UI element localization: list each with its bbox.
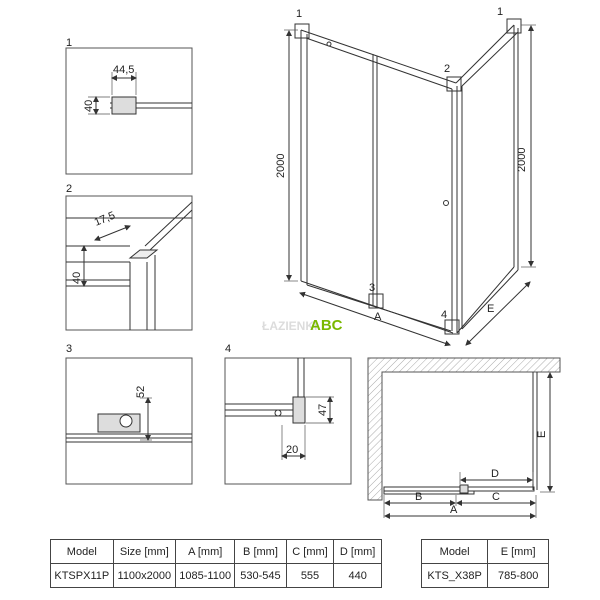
callout-4: 4 (441, 309, 448, 321)
callout-2: 2 (444, 63, 451, 75)
table-header-cell: E [mm] (488, 540, 549, 564)
table-cell: 530-545 (235, 564, 286, 588)
table-header-cell: Size [mm] (113, 540, 176, 564)
table-cell: 555 (286, 564, 334, 588)
table-cell: KTSPX11P (51, 564, 114, 588)
door-handle (444, 201, 449, 206)
detail-4-width: 20 (286, 444, 299, 456)
detail-2-height: 40 (71, 271, 83, 284)
table-cell: KTS_X38P (422, 564, 488, 588)
spec-table-2 (421, 539, 549, 588)
table-row (422, 564, 549, 588)
detail-3-label: 3 (66, 343, 73, 355)
detail-4 (225, 343, 351, 484)
table-header-cell: Model (51, 540, 114, 564)
table-header-cell: C [mm] (286, 540, 334, 564)
table-row (422, 540, 549, 564)
detail-2-width: 17,5 (92, 209, 117, 229)
spec-table-1 (50, 539, 382, 588)
detail-1-height: 40 (83, 99, 95, 112)
table-cell: 1100x2000 (113, 564, 176, 588)
plan-wall-hatch (368, 358, 560, 500)
plan-dim-a: A (450, 504, 458, 516)
detail-3-height: 52 (135, 385, 147, 398)
watermark-brand-light: ŁAZIENKI (262, 319, 318, 333)
detail-2-corner-cap (130, 250, 157, 258)
height-left: 2000 (275, 153, 287, 178)
table-cell: 440 (334, 564, 382, 588)
table-header-cell: Model (422, 540, 488, 564)
dim-e-label: E (487, 303, 495, 315)
table-cell: 785-800 (488, 564, 549, 588)
detail-4-height: 47 (317, 403, 329, 416)
watermark-brand-accent: ABC (310, 317, 343, 334)
detail-4-frame (225, 358, 351, 484)
detail-3 (66, 343, 192, 484)
detail-2 (66, 183, 192, 330)
detail-1-width: 44,5 (113, 64, 135, 76)
plan-dim-e: E (536, 430, 548, 438)
detail-3-roller (98, 414, 140, 432)
detail-2-frame (66, 196, 192, 330)
callout-3: 3 (369, 282, 376, 294)
detail-1 (66, 37, 192, 174)
main-isometric-view (275, 6, 536, 345)
detail-2-width-line (95, 226, 130, 240)
detail-4-bracket (293, 397, 305, 423)
plan-dim-d: D (491, 468, 499, 480)
table-header-cell: D [mm] (334, 540, 382, 564)
table-header-cell: B [mm] (235, 540, 286, 564)
plan-view (368, 358, 560, 518)
table-row (51, 564, 382, 588)
callout-1-left: 1 (296, 8, 303, 20)
table-cell: 1085-1100 (176, 564, 235, 588)
dim-a-label: A (374, 311, 382, 323)
watermark-logo (262, 317, 343, 334)
detail-1-clamp (112, 97, 136, 114)
table-header-cell: A [mm] (176, 540, 235, 564)
table-row (51, 540, 382, 564)
height-right: 2000 (516, 147, 528, 172)
detail-2-label: 2 (66, 183, 73, 195)
plan-dim-b: B (415, 491, 423, 503)
detail-1-label: 1 (66, 37, 73, 49)
plan-dim-c: C (492, 491, 500, 503)
detail-4-label: 4 (225, 343, 232, 355)
callout-1-right: 1 (497, 6, 504, 18)
